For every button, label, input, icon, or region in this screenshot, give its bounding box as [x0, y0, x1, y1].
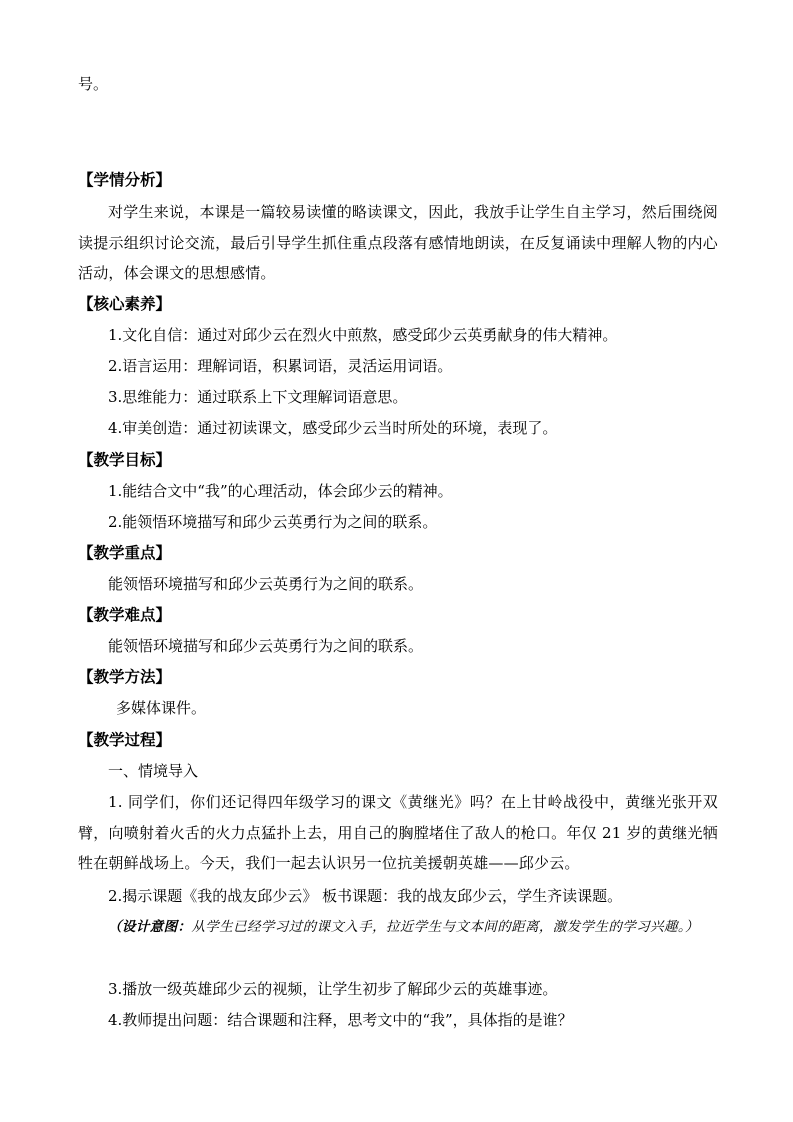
- process-step-1: 1. 同学们，你们还记得四年级学习的课文《黄继光》吗？在上甘岭战役中，黄继光张开双臂，向喷射着火舌的火力点猛扑上去，用自己的胸膛堵住了敌人的枪口。年仅 21 岁的黄继光牺牲在朝鲜战场上。今天，我们一起去认识另一位抗美援朝英雄——邱少云。: [78, 793, 718, 872]
- heading-method: 【教学方法】: [78, 668, 172, 686]
- heading-core: 【核心素养】: [78, 295, 172, 313]
- core-item-2: 2.语言运用：理解词语，积累词语，灵活运用词语。: [108, 357, 453, 375]
- process-step-2: 2.揭示课题《我的战友邱少云》 板书课题：我的战友邱少云，学生齐读课题。: [108, 887, 623, 905]
- analysis-paragraph: 对学生来说，本课是一篇较易读懂的略读课文，因此，我放手让学生自主学习，然后围绕阅读提示组织讨论交流，最后引导学生抓住重点段落有感情地朗读，在反复诵读中理解人物的内心活动，体会课文的思想感情。: [78, 203, 718, 282]
- process-subheading: 一、情境导入: [108, 762, 199, 780]
- heading-goals: 【教学目标】: [78, 451, 172, 469]
- heading-difficulty: 【教学难点】: [78, 606, 172, 624]
- design-intent-text: 从学生已经学习过的课文入手，拉近学生与文本间的距离，激发学生的学习兴趣。）: [191, 919, 699, 935]
- design-intent-note: [78, 912, 718, 942]
- goal-item-1: 1.能结合文中“我”的心理活动，体会邱少云的精神。: [108, 482, 453, 500]
- heading-key: 【教学重点】: [78, 544, 172, 562]
- heading-process: 【教学过程】: [78, 731, 172, 749]
- process-step-4: 4.教师提出问题：结合课题和注释，思考文中的“我”，具体指的是谁？: [108, 1011, 573, 1029]
- key-text: 能领悟环境描写和邱少云英勇行为之间的联系。: [108, 575, 424, 593]
- top-fragment: 号。: [78, 75, 109, 93]
- process-step-3: 3.播放一级英雄邱少云的视频，让学生初步了解邱少云的英雄事迹。: [108, 980, 558, 998]
- design-intent-label: （设计意图：: [108, 919, 192, 935]
- core-item-1: 1.文化自信：通过对邱少云在烈火中煎熬，感受邱少云英勇献身的伟大精神。: [108, 326, 618, 344]
- heading-analysis: 【学情分析】: [78, 171, 172, 189]
- method-text: 多媒体课件。: [116, 699, 207, 717]
- goal-item-2: 2.能领悟环境描写和邱少云英勇行为之间的联系。: [108, 513, 438, 531]
- core-item-4: 4.审美创造：通过初读课文，感受邱少云当时所处的环境，表现了。: [108, 419, 558, 437]
- difficulty-text: 能领悟环境描写和邱少云英勇行为之间的联系。: [108, 637, 424, 655]
- core-item-3: 3.思维能力：通过联系上下文理解词语意思。: [108, 388, 408, 406]
